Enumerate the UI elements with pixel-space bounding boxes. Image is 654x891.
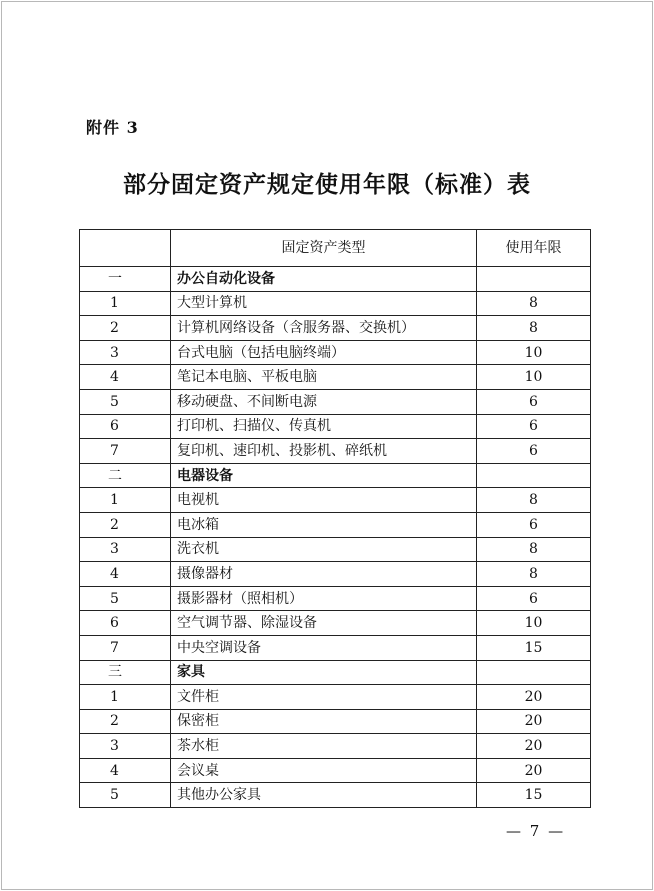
row-years: 8: [477, 488, 591, 513]
row-asset-type: 移动硬盘、不间断电源: [171, 389, 477, 414]
row-number: 6: [80, 414, 171, 439]
header-asset-type: 固定资产类型: [171, 230, 477, 267]
table-row: [80, 537, 591, 562]
row-years: 10: [477, 611, 591, 636]
row-asset-type: 茶水柜: [171, 734, 477, 759]
row-asset-type: 大型计算机: [171, 291, 477, 316]
asset-lifespan-table: [79, 229, 591, 808]
row-number: 1: [80, 291, 171, 316]
page-number: — 7 —: [506, 822, 566, 840]
row-asset-type: 计算机网络设备（含服务器、交换机）: [171, 316, 477, 341]
row-number: 5: [80, 586, 171, 611]
table-row: [80, 439, 591, 464]
attachment-label: 附件 3: [86, 118, 139, 137]
row-years: 8: [477, 537, 591, 562]
row-number: 一: [80, 267, 171, 292]
row-years: 6: [477, 439, 591, 464]
table-row: [80, 635, 591, 660]
row-years: [477, 463, 591, 488]
row-years: 6: [477, 389, 591, 414]
table-row: [80, 562, 591, 587]
row-number: 5: [80, 389, 171, 414]
row-number: 7: [80, 439, 171, 464]
row-years: 6: [477, 586, 591, 611]
row-number: 6: [80, 611, 171, 636]
table-row: [80, 488, 591, 513]
row-asset-type: 电视机: [171, 488, 477, 513]
row-number: 7: [80, 635, 171, 660]
section-row: [80, 463, 591, 488]
row-asset-type: 中央空调设备: [171, 635, 477, 660]
section-row: [80, 660, 591, 685]
row-number: 3: [80, 340, 171, 365]
row-years: 20: [477, 758, 591, 783]
row-years: 10: [477, 340, 591, 365]
row-years: 20: [477, 709, 591, 734]
row-asset-type: 电冰箱: [171, 512, 477, 537]
row-years: 10: [477, 365, 591, 390]
table-row: [80, 709, 591, 734]
page-title: 部分固定资产规定使用年限（标准）表: [123, 171, 531, 198]
table-row: [80, 611, 591, 636]
section-row: [80, 267, 591, 292]
header-number: [80, 230, 171, 267]
row-years: 6: [477, 512, 591, 537]
table-row: [80, 414, 591, 439]
row-number: 二: [80, 463, 171, 488]
row-number: 2: [80, 709, 171, 734]
table-row: [80, 758, 591, 783]
row-number: 5: [80, 783, 171, 808]
row-years: 6: [477, 414, 591, 439]
row-number: 2: [80, 316, 171, 341]
table-row: [80, 365, 591, 390]
table-row: [80, 512, 591, 537]
row-years: 8: [477, 291, 591, 316]
table-row: [80, 586, 591, 611]
table-row: [80, 685, 591, 710]
row-asset-type: 摄像器材: [171, 562, 477, 587]
row-asset-type: 家具: [171, 660, 477, 685]
header-years: 使用年限: [477, 230, 591, 267]
table-row: [80, 389, 591, 414]
row-number: 1: [80, 685, 171, 710]
row-asset-type: 保密柜: [171, 709, 477, 734]
row-asset-type: 台式电脑（包括电脑终端）: [171, 340, 477, 365]
table-header-row: [80, 230, 591, 267]
row-years: 15: [477, 783, 591, 808]
row-asset-type: 摄影器材（照相机）: [171, 586, 477, 611]
table-row: [80, 340, 591, 365]
row-asset-type: 电器设备: [171, 463, 477, 488]
row-number: 4: [80, 562, 171, 587]
row-asset-type: 其他办公家具: [171, 783, 477, 808]
row-years: [477, 660, 591, 685]
row-number: 1: [80, 488, 171, 513]
table-row: [80, 783, 591, 808]
row-years: 8: [477, 562, 591, 587]
row-number: 4: [80, 758, 171, 783]
row-number: 三: [80, 660, 171, 685]
row-asset-type: 办公自动化设备: [171, 267, 477, 292]
row-asset-type: 洗衣机: [171, 537, 477, 562]
row-years: [477, 267, 591, 292]
table-body: [80, 267, 591, 808]
row-number: 3: [80, 537, 171, 562]
table-row: [80, 291, 591, 316]
row-asset-type: 复印机、速印机、投影机、碎纸机: [171, 439, 477, 464]
row-years: 20: [477, 685, 591, 710]
row-years: 20: [477, 734, 591, 759]
row-years: 15: [477, 635, 591, 660]
row-number: 3: [80, 734, 171, 759]
row-number: 4: [80, 365, 171, 390]
row-asset-type: 空气调节器、除湿设备: [171, 611, 477, 636]
table-row: [80, 734, 591, 759]
row-asset-type: 文件柜: [171, 685, 477, 710]
row-number: 2: [80, 512, 171, 537]
table-row: [80, 316, 591, 341]
row-years: 8: [477, 316, 591, 341]
row-asset-type: 笔记本电脑、平板电脑: [171, 365, 477, 390]
row-asset-type: 会议桌: [171, 758, 477, 783]
row-asset-type: 打印机、扫描仪、传真机: [171, 414, 477, 439]
